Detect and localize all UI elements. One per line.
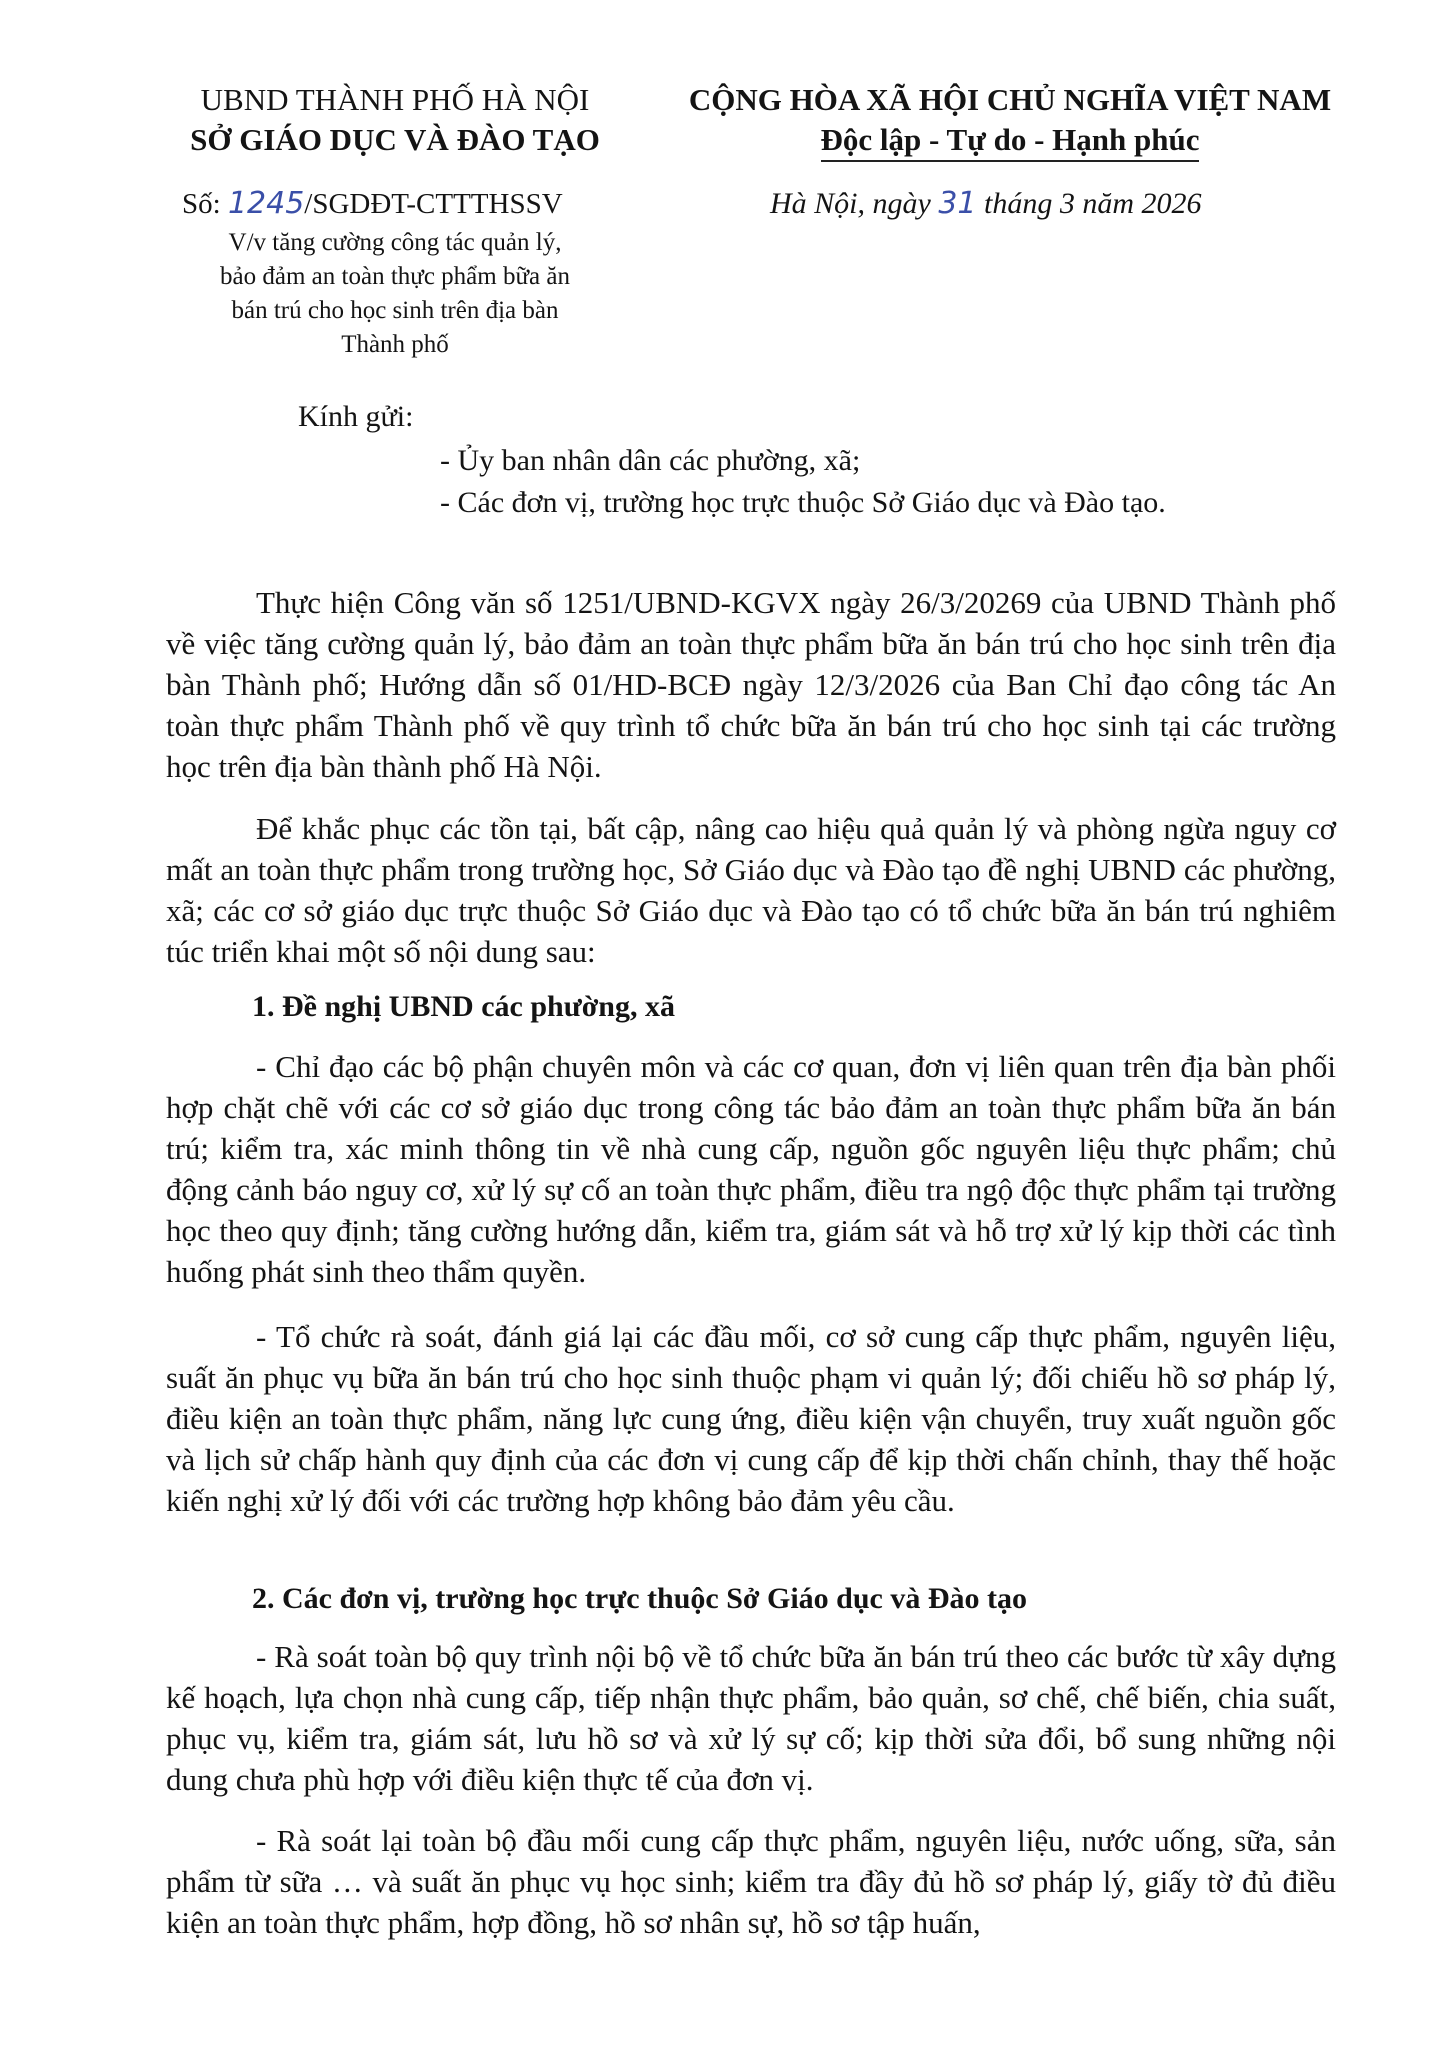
paragraph-text: - Chỉ đạo các bộ phận chuyên môn và các cơ quan, đơn vị liên quan trên địa bàn phối hợp chặt chẽ với các cơ sở giáo dục trong công tác bảo đảm an toàn thực phẩm bữa ăn bán trú; kiểm tra, xác minh thông tin về nhà cung cấp, nguồn gốc nguyên liệu thực phẩm; chủ động cảnh báo nguy cơ, xử lý sự cố an toàn thực phẩm, điều tra ngộ độc thực phẩm tại trường học theo quy định; tăng cường hướng dẫn, kiểm tra, giám sát và hỗ trợ xử lý kịp thời các tình huống phát sinh theo thẩm quyền. xyxy=(166,1049,1336,1289)
motto xyxy=(821,120,1200,160)
motto-underline xyxy=(821,160,1200,162)
body-paragraph xyxy=(166,1046,1336,1292)
date-suffix: tháng 3 năm 2026 xyxy=(984,187,1202,220)
paragraph-text: Để khắc phục các tồn tại, bất cập, nâng cao hiệu quả quản lý và phòng ngừa nguy cơ mất an toàn thực phẩm trong trường học, Sở Giáo dục và Đào tạo đề nghị UBND các phường, xã; các cơ sở giáo dục trực thuộc Sở Giáo dục và Đào tạo có tổ chức bữa ăn bán trú nghiêm túc triển khai một số nội dung sau: xyxy=(166,811,1336,969)
body-paragraph xyxy=(166,1316,1336,1521)
doc-no-suffix: /SGDĐT-CTTTHSSV xyxy=(304,188,563,220)
paragraph-text: - Rà soát lại toàn bộ đầu mối cung cấp thực phẩm, nguyên liệu, nước uống, sữa, sản phẩm từ sữa … và suất ăn phục vụ học sinh; kiểm tra đầy đủ hồ sơ pháp lý, giấy tờ đủ điều kiện an toàn thực phẩm, hợp đồng, hồ sơ nhân sự, hồ sơ tập huấn, xyxy=(166,1823,1336,1940)
date-prefix: Hà Nội, ngày xyxy=(770,187,931,220)
date-day: 31 xyxy=(938,186,977,221)
paragraph-text: Thực hiện Công văn số 1251/UBND-KGVX ngày 26/3/20269 của UBND Thành phố về việc tăng cường quản lý, bảo đảm an toàn thực phẩm bữa ăn bán trú cho học sinh trên địa bàn Thành phố; Hướng dẫn số 01/HD-BCĐ ngày 12/3/2026 của Ban Chỉ đạo công tác An toàn thực phẩm Thành phố về quy trình tổ chức bữa ăn bán trú cho học sinh tại các trường học trên địa bàn thành phố Hà Nội. xyxy=(166,585,1336,784)
motto-text: Độc lập - Tự do - Hạnh phúc xyxy=(820,122,1200,157)
paragraph-text: - Rà soát toàn bộ quy trình nội bộ về tổ chức bữa ăn bán trú theo các bước từ xây dựng kế hoạch, lựa chọn nhà cung cấp, tiếp nhận thực phẩm, bảo quản, sơ chế, chế biến, chia suất, phục vụ, kiểm tra, giám sát, lưu hồ sơ và xử lý sự cố; kịp thời sửa đổi, bổ sung những nội dung chưa phù hợp với điều kiện thực tế của đơn vị. xyxy=(166,1639,1336,1797)
subject-line: bảo đảm an toàn thực phẩm bữa ăn xyxy=(220,263,570,290)
body-paragraph xyxy=(166,1820,1336,1943)
agency-name: SỞ GIÁO DỤC VÀ ĐÀO TẠO xyxy=(190,122,600,157)
document-number xyxy=(182,186,563,221)
body-paragraph xyxy=(166,582,1336,787)
subject-line: V/v tăng cường công tác quản lý, xyxy=(228,229,562,256)
subject-line: bán trú cho học sinh trên địa bàn xyxy=(231,297,559,324)
doc-no-handwritten: 1245 xyxy=(227,186,305,221)
issuing-agency-block xyxy=(160,80,630,160)
subject-block xyxy=(160,226,630,362)
parent-agency: UBND THÀNH PHỐ HÀ NỘI xyxy=(200,82,590,117)
doc-no-prefix: Số: xyxy=(182,188,221,220)
document-date xyxy=(770,186,1202,221)
national-header-block xyxy=(640,80,1380,160)
body-paragraph xyxy=(166,1636,1336,1800)
body-paragraph xyxy=(166,808,1336,972)
nation-title: CỘNG HÒA XÃ HỘI CHỦ NGHĨA VIỆT NAM xyxy=(688,82,1332,117)
subject-line: Thành phố xyxy=(341,331,449,358)
section-heading: 2. Các đơn vị, trường học trực thuộc Sở Giáo dục và Đào tạo xyxy=(252,1582,1028,1615)
paragraph-text: - Tổ chức rà soát, đánh giá lại các đầu mối, cơ sở cung cấp thực phẩm, nguyên liệu, suất ăn phục vụ bữa ăn bán trú cho học sinh thuộc phạm vi quản lý; đối chiếu hồ sơ pháp lý, điều kiện an toàn thực phẩm, năng lực cung ứng, điều kiện vận chuyển, truy xuất nguồn gốc và lịch sử chấp hành quy định của các đơn vị cung cấp để kịp thời chấn chỉnh, thay thế hoặc kiến nghị xử lý đối với các trường hợp không bảo đảm yêu cầu. xyxy=(166,1319,1336,1518)
recipient-item: - Ủy ban nhân dân các phường, xã; xyxy=(440,444,861,477)
section-heading: 1. Đề nghị UBND các phường, xã xyxy=(252,990,675,1023)
recipient-item: - Các đơn vị, trường học trực thuộc Sở Giáo dục và Đào tạo. xyxy=(440,486,1166,519)
recipients-label: Kính gửi: xyxy=(298,400,414,433)
